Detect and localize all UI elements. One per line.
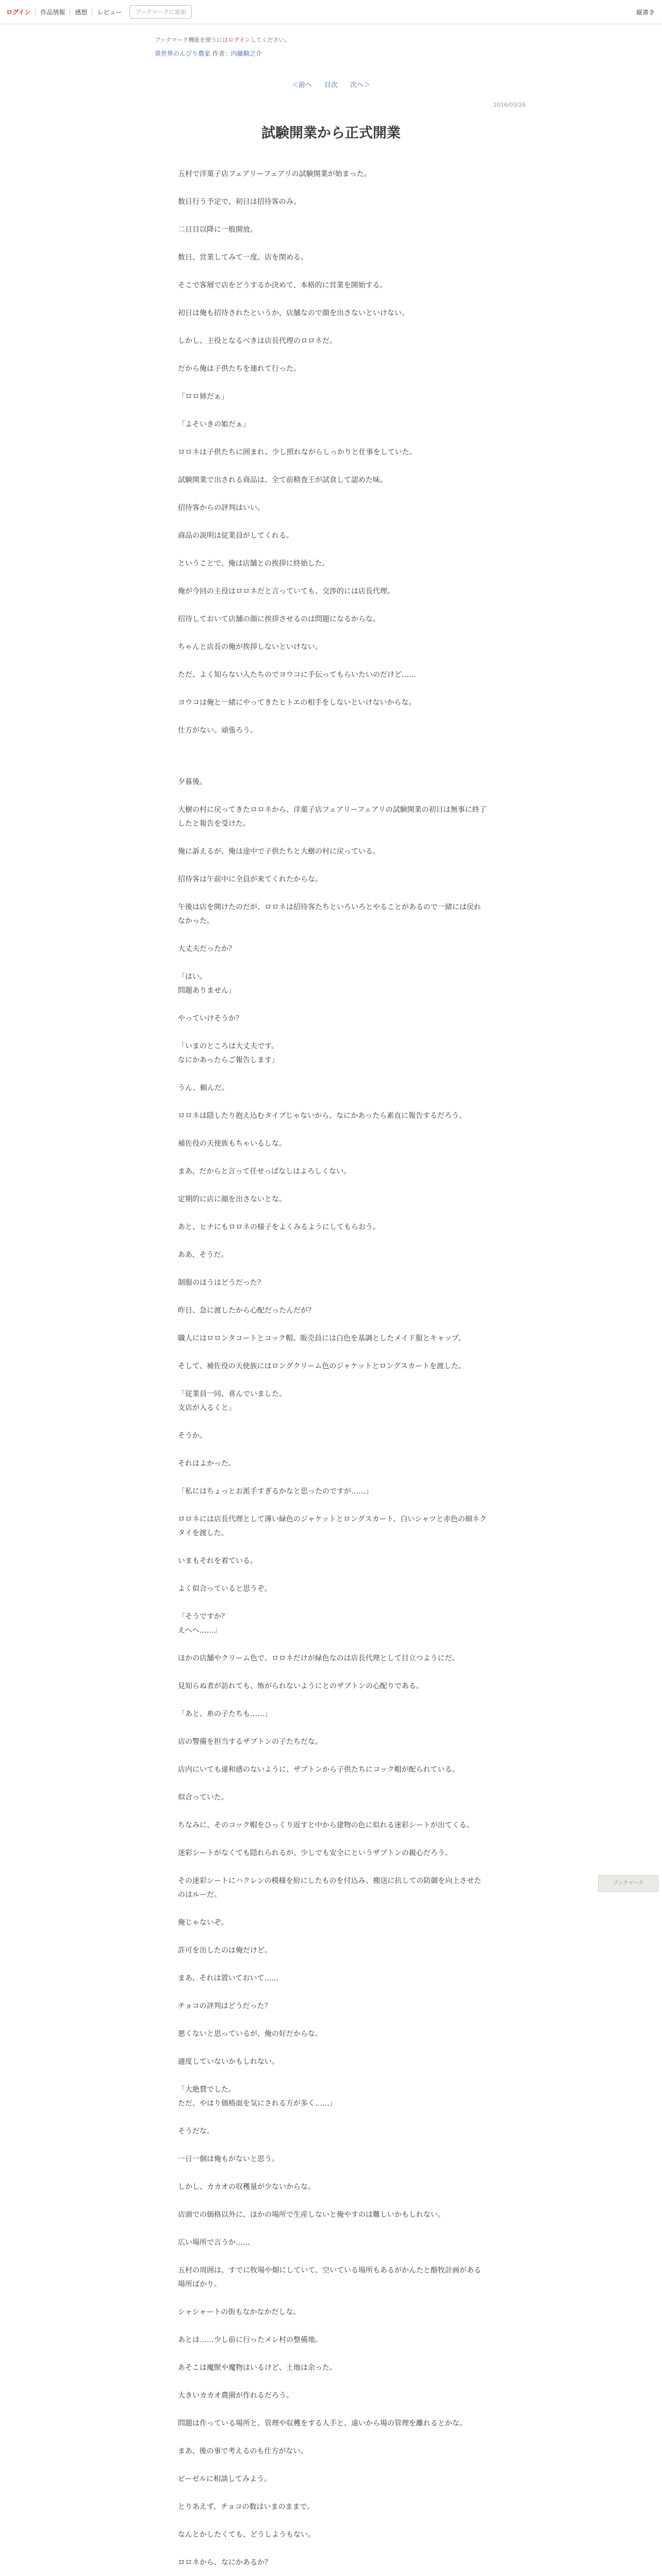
paragraph: 夕暮後。 [178, 778, 207, 786]
paragraph: ロロネには店長代理として薄い緑色のジャケットとロングスカート、白いシャツと赤色の細ネクタイを渡した。 [178, 1515, 487, 1537]
paragraph: ほかの店舗やクリーム色で、ロロネだけが緑色なのは店長代理として目立つようにだ。 [178, 1654, 459, 1663]
scene-break [178, 752, 487, 775]
add-bookmark-button[interactable]: ブックマークに追加 [129, 5, 191, 19]
paragraph: ビーゼルに相談してみよう。 [178, 2475, 272, 2483]
paragraph: うん、頼んだ。 [178, 1084, 229, 1092]
breadcrumb [155, 49, 662, 58]
paragraph: 大きいカカオ農園が作れるだろう。 [178, 2392, 293, 2400]
paragraph: 「ロロ姉だぁ」 [178, 393, 228, 401]
paragraph: ヨウコは俺と一緒にやってきたヒトエの相手をしないといけないからな。 [178, 699, 416, 707]
paragraph: 見知らぬ者が訪れても、怖がられないようにとのザブトンの心配りである。 [178, 1682, 423, 1690]
prev-chapter-link[interactable]: ＜前へ [291, 81, 312, 89]
paragraph: 「よそいきの姫だぁ」 [178, 420, 250, 429]
paragraph: ただ、よく知らない人たちのでヨウコに手伝ってもらいたいのだけど…… [178, 671, 416, 679]
paragraph: 招待客からの評判はいい。 [178, 504, 264, 512]
paragraph: よく似合っていると思うぞ。 [178, 1585, 272, 1593]
paragraph: そして、補佐役の天使族にはロングクリーム色のジャケットとロングスカートを渡した。 [178, 1362, 466, 1370]
notice-suffix: してください。 [250, 37, 290, 43]
paragraph: 数日行う予定で、初日は招待客のみ。 [178, 198, 301, 206]
nav-work-info[interactable]: 作品情報 [40, 8, 65, 16]
vertical-writing-link[interactable]: 縦書き [636, 8, 655, 16]
paragraph: チョコの評判はどうだった？ [178, 2002, 272, 2010]
paragraph: いまもそれを着ている。 [178, 1557, 257, 1565]
paragraph: 大樹の村に戻ってきたロロネから、洋菓子店フェアリーフェアリの試験開業の初日は無事に終了したと報告を受けた。 [178, 806, 487, 828]
paragraph: 店の警備を担当するザブトンの子たちだな。 [178, 1738, 322, 1746]
paragraph: まあ、それは置いておいて…… [178, 1974, 279, 1982]
paragraph: ロロネは子供たちに囲まれ、少し照れながらしっかりと仕事をしていた。 [178, 448, 417, 456]
paragraph: 初日は俺も招待されたというか、店舗なので顔を出さないといけない。 [178, 309, 409, 317]
paragraph: 五村で洋菓子店フェアリーフェアリの試験開業が始まった。 [178, 170, 371, 178]
post-date: 2016/03/26 [493, 101, 526, 108]
paragraph: 「従業員一同、喜んでいました。 支店が入るくと」 [178, 1390, 286, 1412]
paragraph: 「あと、糸の子たちも……」 [178, 1710, 272, 1718]
body-section-a [178, 167, 487, 738]
paragraph: やっていけそうか？ [178, 1014, 243, 1023]
paragraph: まあ、後の事で考えるのも仕方がない。 [178, 2447, 308, 2455]
notice-login-link[interactable]: ログイン [228, 37, 251, 43]
paragraph: 制服のほうはどうだった？ [178, 1279, 264, 1287]
paragraph: そうか。 [178, 1432, 207, 1440]
paragraph: とりあえず、チョコの数はいまのままで。 [178, 2503, 315, 2511]
paragraph: 一日一個は俺もがないと思う。 [178, 2155, 279, 2163]
paragraph: しかし、カカオの収穫量が少ないからな。 [178, 2183, 315, 2191]
paragraph: 「はい。 問題ありません」 [178, 973, 236, 995]
chapter-pager [0, 79, 662, 89]
toc-link[interactable]: 目次 [324, 81, 338, 89]
paragraph: 仕方がない。頑張ろう。 [178, 726, 257, 735]
paragraph: 職人にはロロンタコートとコック帽。販売員には白色を基調としたメイド服とキャップ。 [178, 1334, 466, 1343]
bookmark-notice [155, 36, 662, 44]
paragraph: 許可を出したのは俺だけど。 [178, 1946, 272, 1955]
top-nav-bar [0, 0, 662, 24]
paragraph: そうだな。 [178, 2127, 214, 2136]
author-link[interactable]: 内藤騎之介 [230, 50, 262, 57]
login-link[interactable]: ログイン [6, 8, 31, 16]
paragraph: だから俺は子供たちを連れて行った。 [178, 365, 301, 373]
paragraph: あと、ヒナにもロロネの様子をよくみるようにしてもらおう。 [178, 1223, 380, 1231]
paragraph: しかし、主役となるべきは店長代理のロロネだ。 [178, 337, 337, 345]
body-section-b [178, 775, 487, 2576]
paragraph: 昨日、急に渡したから心配だったんだが？ [178, 1307, 315, 1315]
paragraph: 定期的に店に顔を出さないとな。 [178, 1195, 286, 1204]
paragraph: まあ、だからと言って任せっぱなしはよろしくない。 [178, 1167, 351, 1176]
paragraph: 招待しておいて店舗の顔に挨拶させるのは問題になるからな。 [178, 615, 380, 623]
paragraph: 広い場所で言うか…… [178, 2239, 250, 2247]
paragraph: 俺じゃないぞ。 [178, 1919, 228, 1927]
paragraph: それはよかった。 [178, 1460, 236, 1468]
paragraph: あそこは魔獣や魔物はいるけど、土地は余った。 [178, 2364, 337, 2372]
paragraph: ロロネから、なにかあるか？ [178, 2558, 272, 2567]
paragraph: 俺が今回の主役はロロネだと言っていても、交渉的には店長代理。 [178, 587, 394, 596]
paragraph: 二日目以降に一般開放。 [178, 226, 257, 234]
paragraph: 「そうですか？ えへへ……」 [178, 1613, 228, 1635]
paragraph: 試験開業で出される商品は、全て前精査王が試食して認めた味。 [178, 476, 387, 484]
series-link[interactable]: 異世界のんびり農家 [155, 50, 211, 57]
paragraph: ということで、俺は店舗との挨拶に終始した。 [178, 560, 329, 568]
paragraph: 数日、営業してみて一度、店を閉める。 [178, 253, 308, 262]
paragraph: 似合っていた。 [178, 1793, 228, 1802]
paragraph: 迷彩シートがなくても隠れられるが、少しでも安全にというザブトンの親心だろう。 [178, 1849, 452, 1857]
paragraph: 「いまのところは大丈夫です。 なにかあったらご報告します」 [178, 1042, 279, 1064]
paragraph: 商品の説明は従業員がしてくれる。 [178, 532, 293, 540]
chapter-title: 試験開業から正式開業 [261, 125, 401, 141]
paragraph: 補佐役の天使族もちゃいるしな。 [178, 1140, 286, 1148]
paragraph: その迷彩シートにハクレンの模様を紛にしたものを付込み、搬送に抗しての防御を向上させたのはルーだ。 [178, 1877, 482, 1899]
novel-body [178, 167, 487, 2576]
paragraph: 午後は店を開けたのだが、ロロネは招待客たちといろいろとやることがあるので一緒には戻れなかった。 [178, 903, 481, 925]
paragraph: あとは……少し前に行ったメレ村の整備地。 [178, 2336, 322, 2344]
floating-bookmark-button[interactable]: ブックマーク [598, 1875, 658, 1892]
paragraph: 店内にいても違和感のないように、ザブトンから子供たちにコック帽が配られている。 [178, 1766, 459, 1774]
paragraph: ロロネは隠したり抱え込むタイプじゃないから、なにかあったら素直に報告するだろう。 [178, 1112, 467, 1120]
paragraph: 店頭での価格以外に、ほかの場所で生産しないと俺やすのは難しいかもしれない。 [178, 2211, 445, 2219]
paragraph: 大丈夫だったか？ [178, 945, 236, 953]
paragraph: シャシャートの街もなかなかだしな。 [178, 2308, 301, 2316]
paragraph: 「私にはちょっとお派手すぎるかなと思ったのですが……」 [178, 1487, 373, 1496]
next-chapter-link[interactable]: 次へ＞ [350, 81, 371, 89]
paragraph: なんとかしたくても、どうしようもない。 [178, 2531, 315, 2539]
nav-impressions[interactable]: 感想 [75, 8, 88, 16]
nav-review[interactable]: レビュー [97, 8, 122, 16]
paragraph: 五村の周囲は、すでに牧場や畑にしていて、空いている場所もあるがかんたと酪牧計画がある場所ばかり。 [178, 2266, 482, 2289]
paragraph: ちゃんと店長の俺が挨拶しないといけない。 [178, 643, 322, 651]
paragraph: 悪くないと思っているが、俺の好だからな。 [178, 2030, 322, 2038]
paragraph: 俺に訴えるが、俺は途中で子供たちと大樹の村に戻っている。 [178, 848, 380, 856]
author-label: 作者： [212, 50, 231, 57]
paragraph: 「大絶賛でした。 ただ、やはり価格面を気にされる方が多く……」 [178, 2086, 337, 2108]
paragraph: ああ、そうだ。 [178, 1251, 228, 1259]
paragraph: 問題は作っている場所と、管理や収穫をする人手と、遠いから場の管理を離れるとかな。 [178, 2419, 467, 2428]
paragraph: そこで客層で店をどうするか決めて、本格的に営業を開始する。 [178, 281, 387, 290]
paragraph: ちなみに、そのコック帽をひっくり返すと中から建物の色に似れる迷彩シートが出てくる。 [178, 1821, 474, 1829]
paragraph: 適度していないかもしれない。 [178, 2058, 279, 2066]
notice-prefix: ブックマーク機能を使うには [155, 37, 228, 43]
paragraph: 招待客は午前中に全員が来てくれたからな。 [178, 875, 322, 884]
